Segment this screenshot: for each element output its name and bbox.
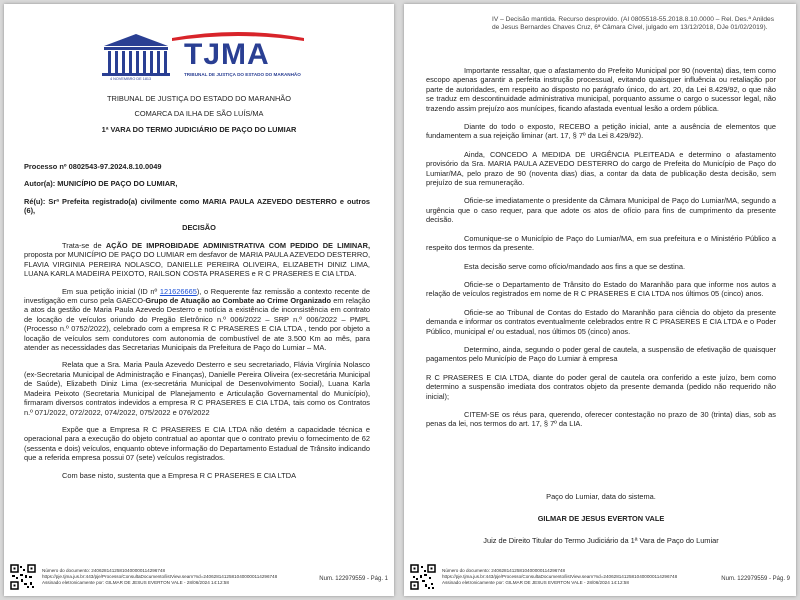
page-number: Num. 122979559 - Pág. 1 [319,576,388,582]
qr-code-icon [10,564,36,590]
text-bold: AÇÃO DE IMPROBIDADE ADMINISTRATIVA COM PEDIDO DE LIMINAR, [105,241,370,250]
document-page-1 [4,4,394,596]
footer-signature: Assinado eletronicamente por: GILMAR DE JESUS EVERTON VALE - 28/06/2024 14:12:58 [442,580,629,585]
paragraph [24,287,370,353]
paragraph: Esta decisão serve como ofício/mandado aos fins a que se destina. [464,261,686,271]
paragraph: Oficie-se ao Tribunal de Contas do Estado do Maranhão para ciência do objeto da presente demanda e informar os contratos eventualmente celebrados entre R C PRASERES E CIA LTDA e o Poder Público, municipal e/ ou estadual, nos últimos 05 (cinco) anos. [426,307,776,336]
paragraph: Ainda, CONCEDO A MEDIDA DE URGÊNCIA PLEITEADA e determino o afastamento provisório da Sra. MARIA PAULA AZEVEDO DESTERRO do cargo de Prefeita do Município de Paço do Lumiar/MA, pelo prazo de 90 (noventa dias) dias, a contar da data de publicação desta decisão, sem prejuízo de sua remuneração. [426,149,776,188]
seal-text: 4 NOVEMBRO DE 1813 [110,77,152,81]
footer-url[interactable]: https://pje.tjma.jus.br:443/pje/Processo/ConsultaDocumento/listView.seam?nd=24062814125810400000114296748 [442,574,678,579]
paragraph: Oficie-se o Departamento de Trânsito do Estado do Maranhão para que informe nos autos a relação de veículos registrados em nome de R C PRASERES E CIA LTDA nos últimos 05 (cinco) anos. [426,279,776,299]
case-info [24,162,370,216]
tjma-logo [98,28,308,84]
paragraph: Expõe que a Empresa R C PRASERES E CIA LTDA não detém a capacidade técnica e operacional para a execução do objeto contratual ao apontar que o contrato previu o fornecimento de 62 (sessenta e dois) veículos, enquanto obteve informação do Departamento Estadual de Trânsito indicando que a referida empresa possui 07 (sete) veículos registrados. [24,424,370,463]
footer-doc-number: Número do documento: 24062814125810400000114296748 [442,568,566,573]
vara-name: 1ª VARA DO TERMO JUDICIÁRIO DE PAÇO DO LUMIAR [101,124,297,134]
signer-name: GILMAR DE JESUS EVERTON VALE [537,514,665,523]
document-page-9 [404,4,796,596]
org-subtitle: TRIBUNAL DE JUSTIÇA DO ESTADO DO MARANHÃO [184,72,301,77]
page-footer [410,564,790,590]
comarca-name: COMARCA DA ILHA DE SÃO LUÍS/MA [134,109,264,119]
paragraph: Com base nisto, sustenta que a Empresa R C PRASERES E CIA LTDA [62,470,296,480]
body-page-9 [426,66,776,429]
court-name: TRIBUNAL DE JUSTIÇA DO ESTADO DO MARANHÃO [107,94,291,103]
paragraph: Comunique-se o Município de Paço do Lumiar/MA, em sua prefeitura e o Ministério Público a respeito dos termos da presente. [426,233,776,253]
paragraph: CITEM-SE os réus para, querendo, oferecer contestação no prazo de 30 (trinta) dias, sob as penas da lei, nos termos do art. 17, § 7º da LIA. [426,409,776,429]
paragraph: Importante ressaltar, que o afastamento do Prefeito Municipal por 90 (noventa) dias, tem como escopo apenas garantir a perfeita instrução processual, evitando quaisquer influência ou retaliação por parte de autoridades, em respeito ao disposto no parágrafo único, do art. 20, da Lei 8.429/92, o que não se traduz em descontinuidade administrativa municipal, porquanto assume o cargo o sucessor legal, não trazendo assim prejuízo aos munícipes, ficando afastada eventual lesão a ordem pública. [426,66,776,113]
page-footer [10,564,388,590]
footer-url[interactable]: https://pje.tjma.jus.br:443/pje/Processo/ConsultaDocumento/listView.seam?nd=24062814125810400000114296748 [42,574,278,579]
paragraph: Diante do todo o exposto, RECEBO a petição inicial, ante a ausência de elementos que fundamentem a sua rejeição liminar (art. 17, § 7º da Lei 8.429/92). [426,122,776,141]
paragraph [24,241,370,279]
text: Em sua petição inicial (ID nº [62,286,160,296]
footer-signature: Assinado eletronicamente por: GILMAR DE JESUS EVERTON VALE - 28/06/2024 14:12:58 [42,580,229,585]
footer-text [442,568,677,586]
decision-title: DECISÃO [182,223,216,232]
qr-code-icon [410,564,436,590]
signer-role: Juiz de Direito Titular do Termo Judiciário da 1ª Vara de Paço do Lumiar [483,536,719,545]
paragraph: R C PRASERES E CIA LTDA, diante do poder geral de cautela ora conferido a este juízo, bem como determino a suspensão imediata dos contratos objeto da presente demanda (pedido não requerido não inicial); [426,372,776,401]
paragraph: Oficie-se imediatamente o presidente da Câmara Municipal de Paço do Lumiar/MA, segundo a urgência que o caso requer, para que adote os atos de ofício para fins de cumprimento da presente decisão. [426,196,776,225]
page-number: Num. 122979559 - Pág. 9 [721,576,790,582]
text: Trata-se de [62,241,106,250]
text: proposta por MUNICÍPIO DE PAÇO DO LUMIAR em desfavor de MARIA PAULA AZEVEDO DESTERRO, FLAVIA VIRGINIA PEREIRA NOLASCO, DANIELLE PEREIRA OLIVEIRA, ELIZABETH DINIZ LIMA, LUANA KARLA MADEIRA PEIXOTO, RAILSON COSTA PRASERES e R C PRASERES E CIA LTDA. [24,250,370,279]
org-acronym: TJMA [184,38,270,71]
defendant: Ré(u): Srª Prefeita registrado(a) civilmente como MARIA PAULA AZEVEDO DESTERRO e outros (6), [24,196,370,216]
footer-doc-number: Número do documento: 24062814125810400000114296748 [42,568,166,573]
body-page-1 [24,241,370,480]
document-id-link[interactable]: 121626665 [159,286,197,296]
place-date: Paço do Lumiar, data do sistema. [546,492,656,501]
paragraph: Determino, ainda, segundo o poder geral de cautela, a suspensão de efetivação de quaisquer pagamentos pelo Município de Paço do Lumiar à empresa [426,344,776,364]
paragraph: Relata que a Sra. Maria Paula Azevedo Desterro e seu secretariado, Flávia Virgínia Nolasco (ex-Secretaria Municipal de Administração e Finanças), Danielle Pereira Oliveira (ex-secretária Municipal de Saúde), Elizabeth Diniz Lima (ex-secretária Municipal de Desenvolvimento Social), Luana Karla Madeira Peixoto (Secretaria Municipal de Planejamento e Articulação Governamental do Município), firmaram diversos contratos indevidos a empresa R C PRASERES E CIA LTDA, tais como os Contratos n.º 071/2022, 072/2022, 074/2022, 075/2022 e 076/2022 [24,360,370,417]
case-number: Processo nº 0802543-97.2024.8.10.0049 [24,162,162,171]
text-bold: Grupo de Atuação ao Combate ao Crime Organizado [145,296,332,306]
plaintiff: Autor(a): MUNICÍPIO DE PAÇO DO LUMIAR, [24,179,178,189]
court-header [24,94,374,134]
text: em relação a atos da gestão de Maria Paula Azevedo Desterro e notícia a existência de inconsistência em contrato de locação de veículos oriundo do Pregão Eletrônico n.º 006/2022 – SRP n.º 006/2022 – PMPL (Processo n.º 0752/2022), celebrado com a empresa R C PRASERES E CIA LTDA , tendo por objeto a locação de veículos sem condutores com autonomia de combustível de ate 3.500 Km ao mês, para atender as necessidades das Secretarias Municipais da Prefeitura de Paço do Lumiar – MA. [24,296,370,353]
case-law-citation: IV – Decisão mantida. Recurso desprovido. (AI 0805518-55.2018.8.10.0000 – Rel. Des.ª Anildes de Jesus Bernardes Chaves Cruz, 6ª Câmara Cível, julgado em 13/12/2018, DJe 01/02/2019). [492,16,774,32]
footer-text [42,568,277,586]
text: ), o Requerente faz remissão a contexto recente de investigação em curso pela GAECO- [24,286,370,306]
